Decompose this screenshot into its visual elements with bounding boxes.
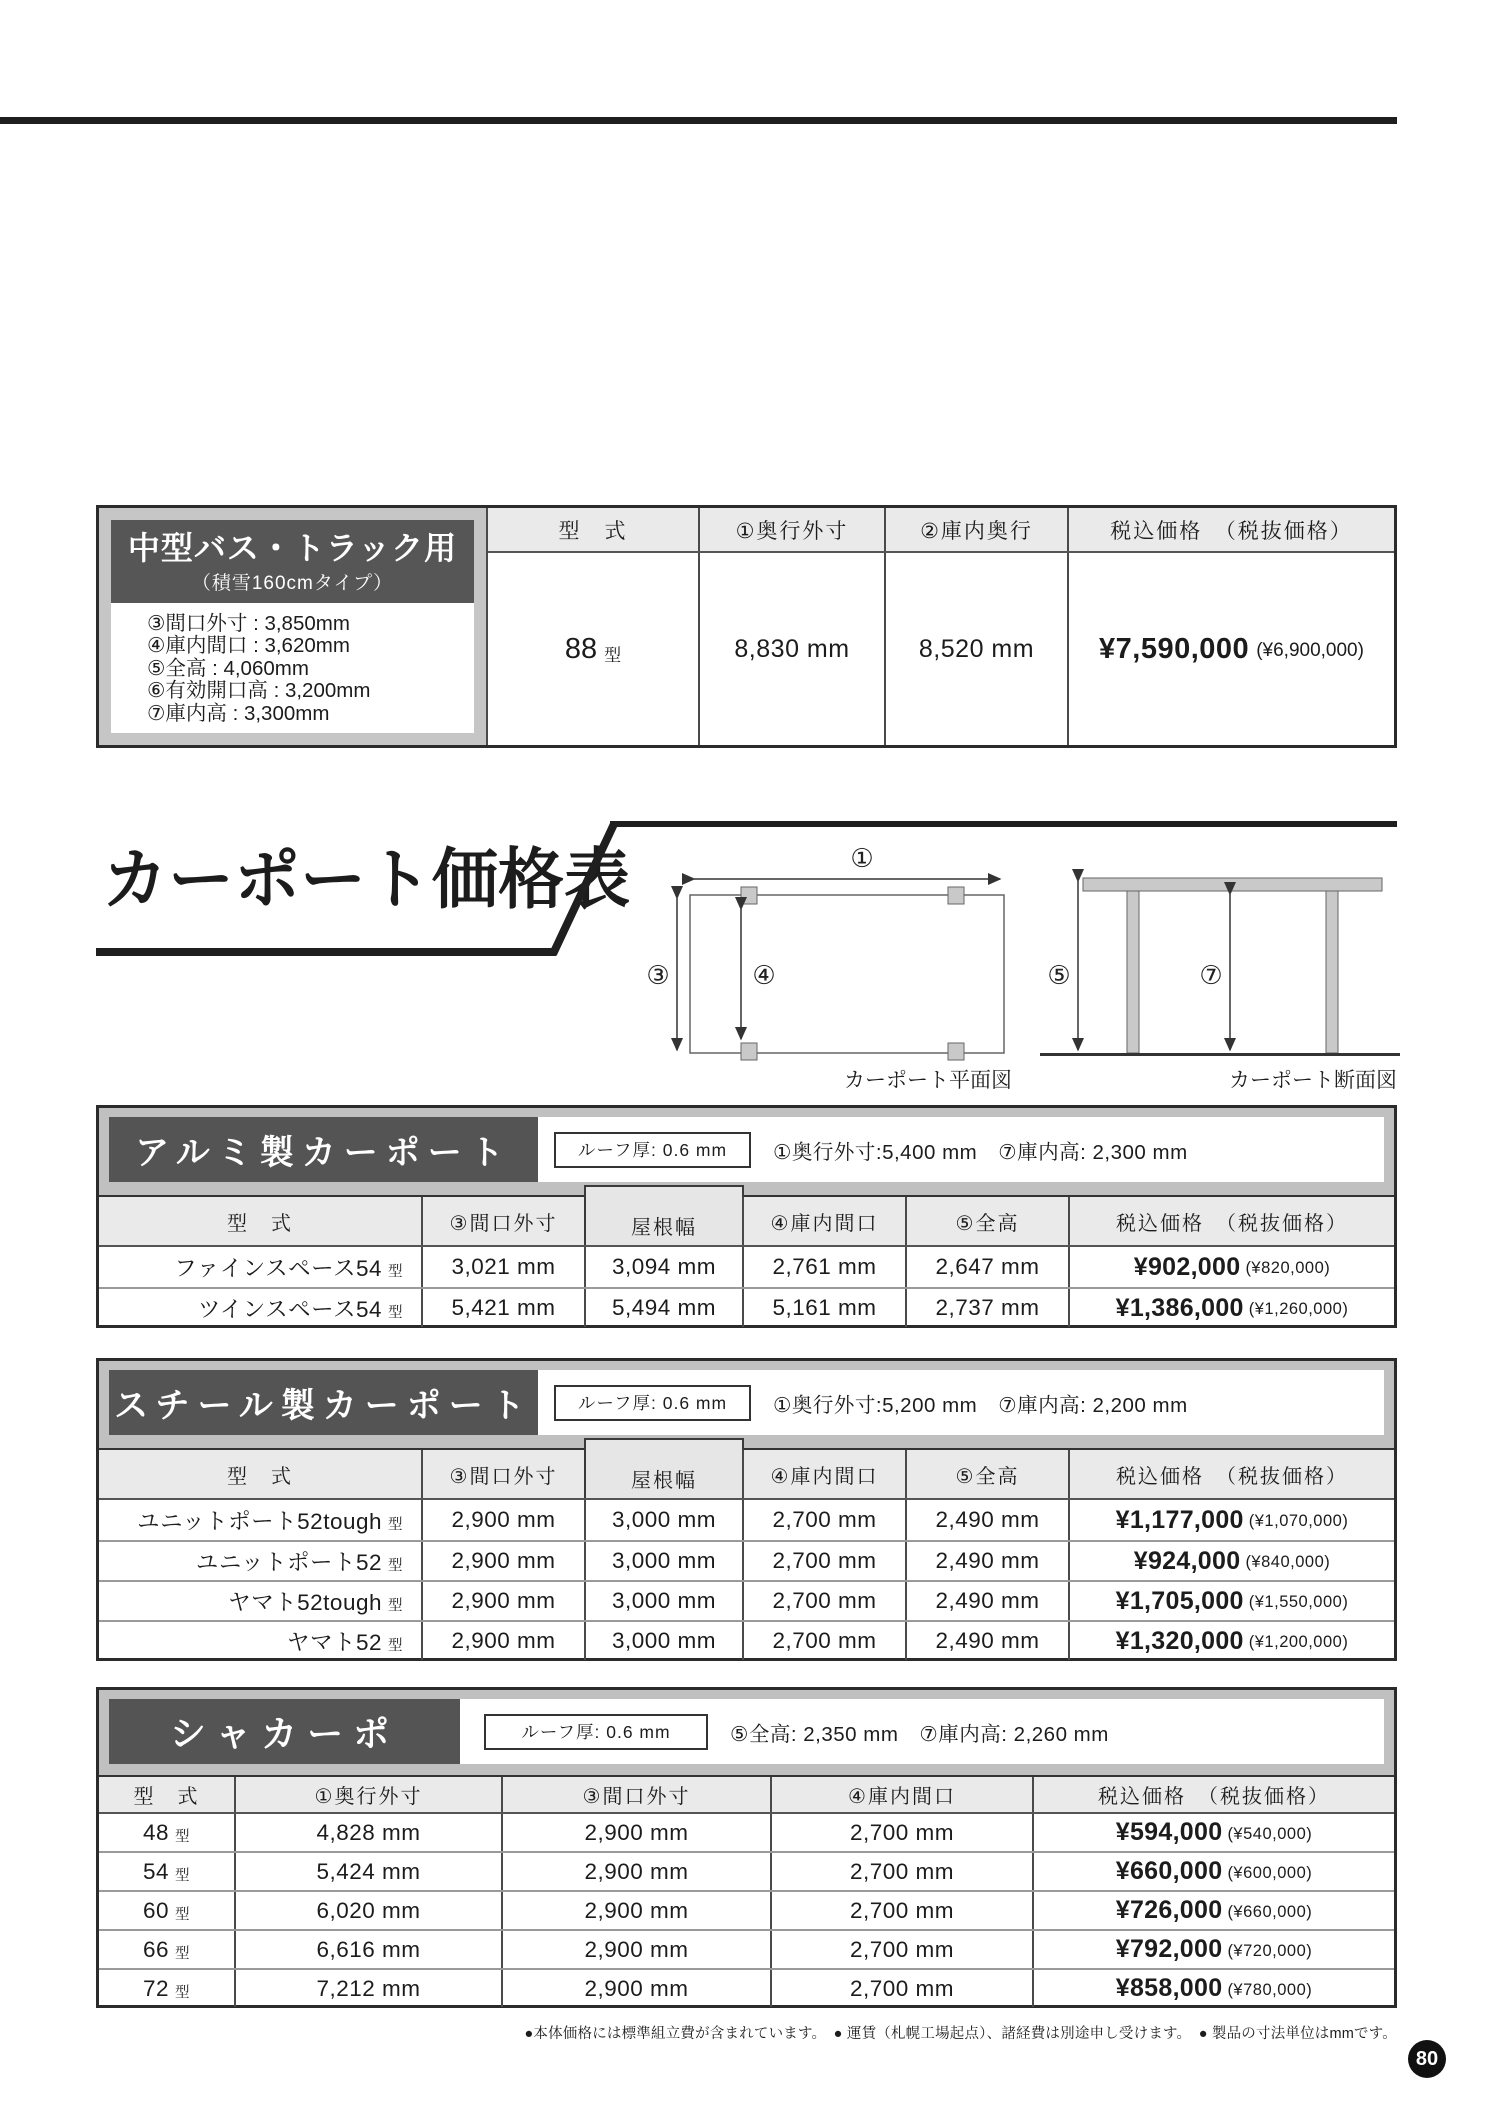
inner-width-cell: 2,700 mm <box>770 1814 1032 1851</box>
dim-mark-5: ⑤ <box>1047 960 1071 990</box>
price-cell: ¥924,000 (¥840,000) <box>1068 1542 1394 1580</box>
width-cell: 2,900 mm <box>501 1892 770 1929</box>
inner-width-cell: 2,700 mm <box>742 1500 905 1540</box>
table-row <box>99 1580 1394 1620</box>
price-cell: ¥1,320,000 (¥1,200,000) <box>1068 1622 1394 1660</box>
truck-label-cell <box>99 508 488 745</box>
column-header-inner-width: ④庫内間口 <box>770 1777 1032 1812</box>
column-header-price: 税込価格 （税抜価格） <box>1067 508 1394 551</box>
shakapo-rows <box>99 1814 1394 2007</box>
table-row <box>99 1540 1394 1580</box>
height-cell: 2,737 mm <box>905 1289 1068 1327</box>
column-header-height: ⑤全高 <box>905 1450 1068 1498</box>
dim-mark-3: ③ <box>646 960 670 990</box>
page-number-badge: 80 <box>1408 2040 1446 2078</box>
roof-width-cell: 3,000 mm <box>584 1500 742 1540</box>
roof-thickness-badge: ルーフ厚: 0.6 mm <box>484 1714 708 1750</box>
spec-line: ⑥有効開口高 : 3,200mm <box>147 679 371 703</box>
column-header-inner-width: ④庫内間口 <box>742 1197 905 1245</box>
spec-line: ⑤全高 : 4,060mm <box>147 656 309 680</box>
roof-width-box: 屋根幅 <box>584 1438 744 1498</box>
width-cell: 2,900 mm <box>501 1814 770 1851</box>
depth-cell: 6,020 mm <box>234 1892 501 1929</box>
roof-thickness-badge: ルーフ厚: 0.6 mm <box>554 1132 751 1168</box>
table-row <box>99 1851 1394 1890</box>
truck-spec-list <box>111 603 474 733</box>
inner-width-cell: 2,700 mm <box>742 1542 905 1580</box>
column-header-depth: ①奥行外寸 <box>234 1777 501 1812</box>
height-cell: 2,490 mm <box>905 1622 1068 1660</box>
section-header-band <box>109 1699 1384 1764</box>
width-cell: 2,900 mm <box>421 1500 584 1540</box>
price-cell: ¥858,000 (¥780,000) <box>1032 1970 1394 2007</box>
header-row <box>99 1777 1394 1814</box>
section-title: アルミ製カーポート <box>109 1117 538 1182</box>
price-cell: ¥594,000 (¥540,000) <box>1032 1814 1394 1851</box>
dimensions-note: ⑤全高: 2,350 mm ⑦庫内高: 2,260 mm <box>730 1722 1109 1746</box>
depth-cell: 5,424 mm <box>234 1853 501 1890</box>
price-cell: ¥1,386,000 (¥1,260,000) <box>1068 1289 1394 1327</box>
table-row <box>99 1620 1394 1660</box>
model-cell: ユニットポート52 型 <box>195 1550 403 1575</box>
aluminum-table <box>99 1195 1394 1325</box>
table-row <box>99 1500 1394 1540</box>
price-cell: ¥660,000 (¥600,000) <box>1032 1853 1394 1890</box>
price-cell: ¥792,000 (¥720,000) <box>1032 1931 1394 1968</box>
model-cell: ヤマト52tough 型 <box>228 1590 403 1615</box>
model-cell: 60 型 <box>142 1897 191 1923</box>
truck-title-box <box>111 520 474 603</box>
width-cell: 2,900 mm <box>501 1970 770 2007</box>
shakapo-table <box>99 1775 1394 2005</box>
ground-line <box>1040 1053 1400 1056</box>
header-row <box>99 1450 1394 1500</box>
title-underline <box>96 948 556 956</box>
banner-and-diagrams <box>0 815 1489 1105</box>
roof-slab <box>1083 878 1382 891</box>
post-icon <box>1326 891 1338 1053</box>
truck-title: 中型バス・トラック用 <box>127 530 458 566</box>
truck-subtitle: （積雪160cmタイプ） <box>191 572 394 594</box>
post-icon <box>948 1043 964 1060</box>
spec-line: ⑦庫内高 : 3,300mm <box>147 701 330 725</box>
inner-depth-cell: 8,520 mm <box>884 553 1067 745</box>
width-cell: 2,900 mm <box>421 1582 584 1620</box>
dim-mark-4: ④ <box>752 960 776 990</box>
inner-width-cell: 2,700 mm <box>770 1931 1032 1968</box>
table-row <box>99 1287 1394 1327</box>
post-icon <box>1127 891 1139 1053</box>
roof-width-box: 屋根幅 <box>584 1185 744 1245</box>
section-title: スチール製カーポート <box>109 1370 538 1435</box>
price-cell: ¥1,705,000 (¥1,550,000) <box>1068 1582 1394 1620</box>
column-header-price: 税込価格 （税抜価格） <box>1068 1197 1394 1245</box>
dimensions-note: ①奥行外寸:5,400 mm ⑦庫内高: 2,300 mm <box>773 1140 1188 1164</box>
height-cell: 2,490 mm <box>905 1582 1068 1620</box>
model-cell: 88 型 <box>564 632 622 665</box>
dim-mark-7: ⑦ <box>1199 960 1223 990</box>
height-cell: 2,647 mm <box>905 1247 1068 1287</box>
width-cell: 2,900 mm <box>501 1853 770 1890</box>
inner-width-cell: 2,700 mm <box>770 1970 1032 2007</box>
post-icon <box>948 887 964 904</box>
model-cell: ユニットポート52tough 型 <box>137 1509 403 1534</box>
model-cell: 48 型 <box>142 1819 191 1845</box>
model-cell: ヤマト52 型 <box>286 1630 403 1655</box>
aluminum-carport-section <box>96 1105 1397 1328</box>
roof-width-cell: 3,094 mm <box>584 1247 742 1287</box>
shakapo-section <box>96 1687 1397 2008</box>
width-cell: 2,900 mm <box>501 1931 770 1968</box>
column-header-model: 型 式 <box>558 519 628 543</box>
plan-view-label: カーポート平面図 <box>844 1069 1012 1092</box>
model-cell: 54 型 <box>142 1858 191 1884</box>
spec-line: ④庫内間口 : 3,620mm <box>147 634 350 658</box>
section-header-band <box>109 1117 1384 1182</box>
width-cell: 2,900 mm <box>421 1542 584 1580</box>
price-cell: ¥726,000 (¥660,000) <box>1032 1892 1394 1929</box>
truck-data-row <box>488 553 1394 745</box>
column-header-model: 型 式 <box>133 1786 200 1808</box>
model-cell: 66 型 <box>142 1936 191 1962</box>
column-header-width: ③間口外寸 <box>421 1197 584 1245</box>
column-header-width: ③間口外寸 <box>421 1450 584 1498</box>
roof-thickness-badge: ルーフ厚: 0.6 mm <box>554 1385 751 1421</box>
top-rule <box>0 117 1397 124</box>
model-cell: ファインスペース54 型 <box>174 1256 403 1281</box>
inner-width-cell: 2,700 mm <box>742 1582 905 1620</box>
truck-price-table <box>96 505 1397 748</box>
column-header-inner-width: ④庫内間口 <box>742 1450 905 1498</box>
width-cell: 3,021 mm <box>421 1247 584 1287</box>
column-header-height: ⑤全高 <box>905 1197 1068 1245</box>
steel-table <box>99 1448 1394 1658</box>
column-header-inner-depth: ②庫内奥行 <box>884 508 1067 551</box>
banner-top-rule <box>610 821 1397 827</box>
column-header-price: 税込価格 （税抜価格） <box>1032 1777 1394 1812</box>
roof-width-cell: 3,000 mm <box>584 1542 742 1580</box>
plan-outline <box>690 895 1004 1053</box>
footnote: ●本体価格には標準組立費が含まれています。 ● 運賃（札幌工場起点）、諸経費は別途申し受けます。 ● 製品の寸法単位はmmです。 <box>524 2026 1397 2042</box>
column-header-model: 型 式 <box>227 1465 293 1488</box>
section-view-label: カーポート断面図 <box>1229 1069 1397 1092</box>
inner-width-cell: 2,700 mm <box>742 1622 905 1660</box>
height-cell: 2,490 mm <box>905 1542 1068 1580</box>
header-row <box>99 1197 1394 1247</box>
inner-width-cell: 5,161 mm <box>742 1289 905 1327</box>
dim-mark-1: ① <box>850 843 874 873</box>
column-header-roof-width <box>584 1450 742 1498</box>
section-title: シャカーポ <box>109 1699 460 1764</box>
column-header-model: 型 式 <box>227 1212 293 1235</box>
table-row <box>99 1890 1394 1929</box>
table-row <box>99 1247 1394 1287</box>
price-cell: ¥902,000 (¥820,000) <box>1068 1247 1394 1287</box>
depth-cell: 7,212 mm <box>234 1970 501 2007</box>
steel-carport-section <box>96 1358 1397 1661</box>
dimensions-note: ①奥行外寸:5,200 mm ⑦庫内高: 2,200 mm <box>773 1393 1188 1417</box>
table-row <box>99 1929 1394 1968</box>
width-cell: 2,900 mm <box>421 1622 584 1660</box>
model-cell: ツインスペース54 型 <box>197 1297 403 1322</box>
price-cell: ¥7,590,000 (¥6,900,000) <box>1067 553 1394 745</box>
height-cell: 2,490 mm <box>905 1500 1068 1540</box>
depth-cell: 8,830 mm <box>698 553 884 745</box>
truck-table-body <box>488 508 1394 745</box>
table-row <box>99 1814 1394 1851</box>
column-header-depth: ①奥行外寸 <box>698 508 884 551</box>
column-header-width: ③間口外寸 <box>501 1777 770 1812</box>
section-header-band <box>109 1370 1384 1435</box>
inner-width-cell: 2,700 mm <box>770 1853 1032 1890</box>
table-row <box>99 1968 1394 2007</box>
model-cell: 72 型 <box>142 1975 191 2001</box>
column-header-roof-width <box>584 1197 742 1245</box>
post-icon <box>741 887 757 904</box>
column-header-price: 税込価格 （税抜価格） <box>1068 1450 1394 1498</box>
roof-width-cell: 3,000 mm <box>584 1582 742 1620</box>
roof-width-cell: 5,494 mm <box>584 1289 742 1327</box>
depth-cell: 4,828 mm <box>234 1814 501 1851</box>
truck-header-row <box>488 508 1394 553</box>
spec-line: ③間口外寸 : 3,850mm <box>147 611 350 635</box>
depth-cell: 6,616 mm <box>234 1931 501 1968</box>
banner-diagonal <box>553 824 614 954</box>
inner-width-cell: 2,700 mm <box>770 1892 1032 1929</box>
price-cell: ¥1,177,000 (¥1,070,000) <box>1068 1500 1394 1540</box>
width-cell: 5,421 mm <box>421 1289 584 1327</box>
inner-width-cell: 2,761 mm <box>742 1247 905 1287</box>
page-title: カーポート価格表 <box>102 842 630 916</box>
roof-width-cell: 3,000 mm <box>584 1622 742 1660</box>
post-icon <box>741 1043 757 1060</box>
